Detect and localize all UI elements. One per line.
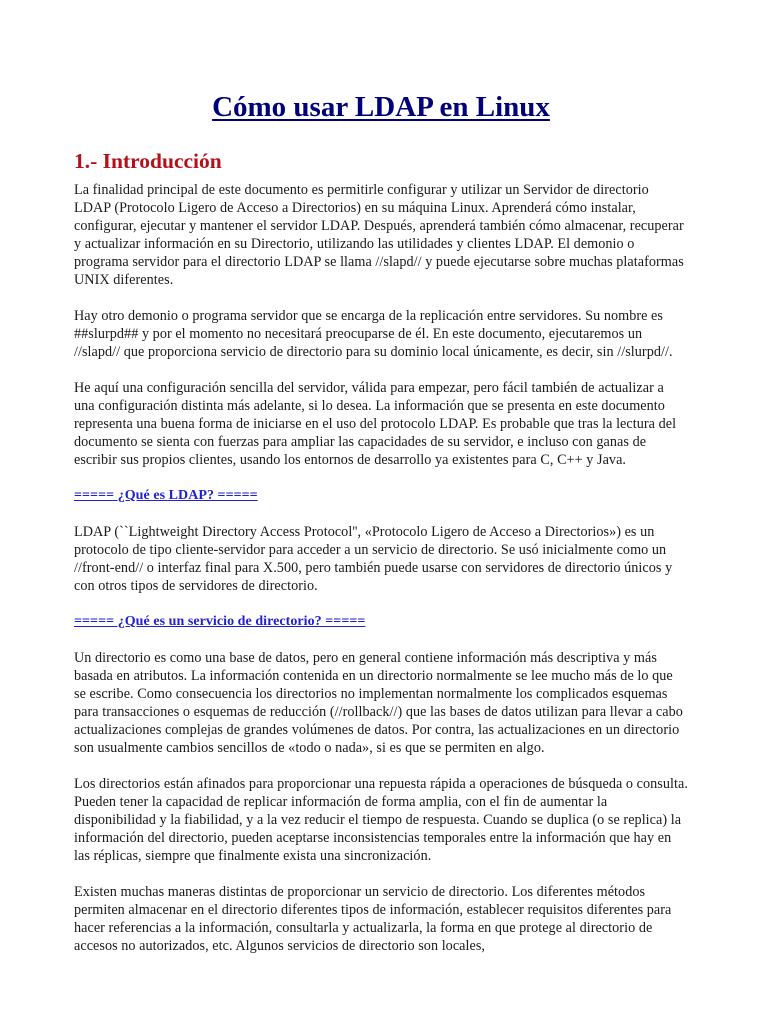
paragraph-directory-methods: Existen muchas maneras distintas de proporcionar un servicio de directorio. Los diferentes métodos permiten almacenar en el directorio diferentes tipos de información, establecer requisitos diferentes para hacer referencias a la información, consultarla y actualizarla, la forma en que protege al directorio de accesos no autorizados, etc. Algunos servicios de directorio son locales,	[74, 884, 672, 954]
document-title: Cómo usar LDAP en Linux	[212, 91, 550, 123]
section-heading: 1.- Introducción	[74, 149, 222, 173]
paragraph-ldap-definition: LDAP (``Lightweight Directory Access Protocol'', «Protocolo Ligero de Acceso a Directorios») es un protocolo de tipo cliente-servidor para acceder a un servicio de directorio. Se usó inicialmente como un //front-end// o interfaz final para X.500, pero también puede usarse con servidores de directorio únicos y con otros tipos de servidores de directorio.	[74, 524, 673, 594]
paragraph-replication: Hay otro demonio o programa servidor que se encarga de la replicación entre servidores. Su nombre es ##slurpd## y por el momento no necesitará preocuparse de él. En este documento, ejecutaremos un //slapd// que proporciona servicio de directorio para su dominio local únicamente, es decir, sin //slurpd//.	[74, 308, 673, 360]
document-body	[74, 181, 688, 973]
paragraph-directory-tuning: Los directorios están afinados para proporcionar una repuesta rápida a operaciones de búsqueda o consulta. Pueden tener la capacidad de replicar información de forma amplia, con el fin de aumentar la disponibilidad y la fiabilidad, y a la vez reducir el tiempo de respuesta. Cuando se duplica (o se replica) la información del directorio, pueden aceptarse inconsistencias temporales entre la información que hay en las réplicas, siempre que finalmente exista una sincronización.	[74, 776, 688, 864]
paragraph-directory-database: Un directorio es como una base de datos, pero en general contiene información más descriptiva y más basada en atributos. La información contenida en un directorio normalmente se lee mucho más de lo que se escribe. Como consecuencia los directorios no implementan normalmente los complicados esquemas para transacciones o esquemas de reducción (//rollback//) que las bases de datos utilizan para llevar a cabo actualizaciones complejas de grandes volúmenes de datos. Por contra, las actualizaciones en un directorio son usualmente cambios sencillos de «todo o nada», si es que se permiten en algo.	[74, 650, 683, 756]
subheading-directory-service: ===== ¿Qué es un servicio de directorio? =====	[74, 614, 366, 629]
subheading-what-is-ldap: ===== ¿Qué es LDAP? =====	[74, 488, 258, 503]
paragraph-configuration: He aquí una configuración sencilla del servidor, válida para empezar, pero fácil también de actualizar a una configuración distinta más adelante, si lo desea. La información que se presenta en este documento representa una buena forma de iniciarse en el uso del protocolo LDAP. Es probable que tras la lectura del documento se sienta con fuerzas para ampliar las capacidades de su servidor, e incluso con ganas de escribir sus propios clientes, usando los entornos de desarrollo ya existentes para C, C++ y Java.	[74, 380, 677, 468]
paragraph-purpose: La finalidad principal de este documento es permitirle configurar y utilizar un Servidor de directorio LDAP (Protocolo Ligero de Acceso a Directorios) en su máquina Linux. Aprenderá cómo instalar, configurar, ejecutar y mantener el servidor LDAP. Después, aprenderá también cómo almacenar, recuperar y actualizar información en su Directorio, utilizando las utilidades y clientes LDAP. El demonio o programa servidor para el directorio LDAP se llama //slapd// y puede ejecutarse sobre muchas plataformas UNIX diferentes.	[74, 182, 684, 288]
